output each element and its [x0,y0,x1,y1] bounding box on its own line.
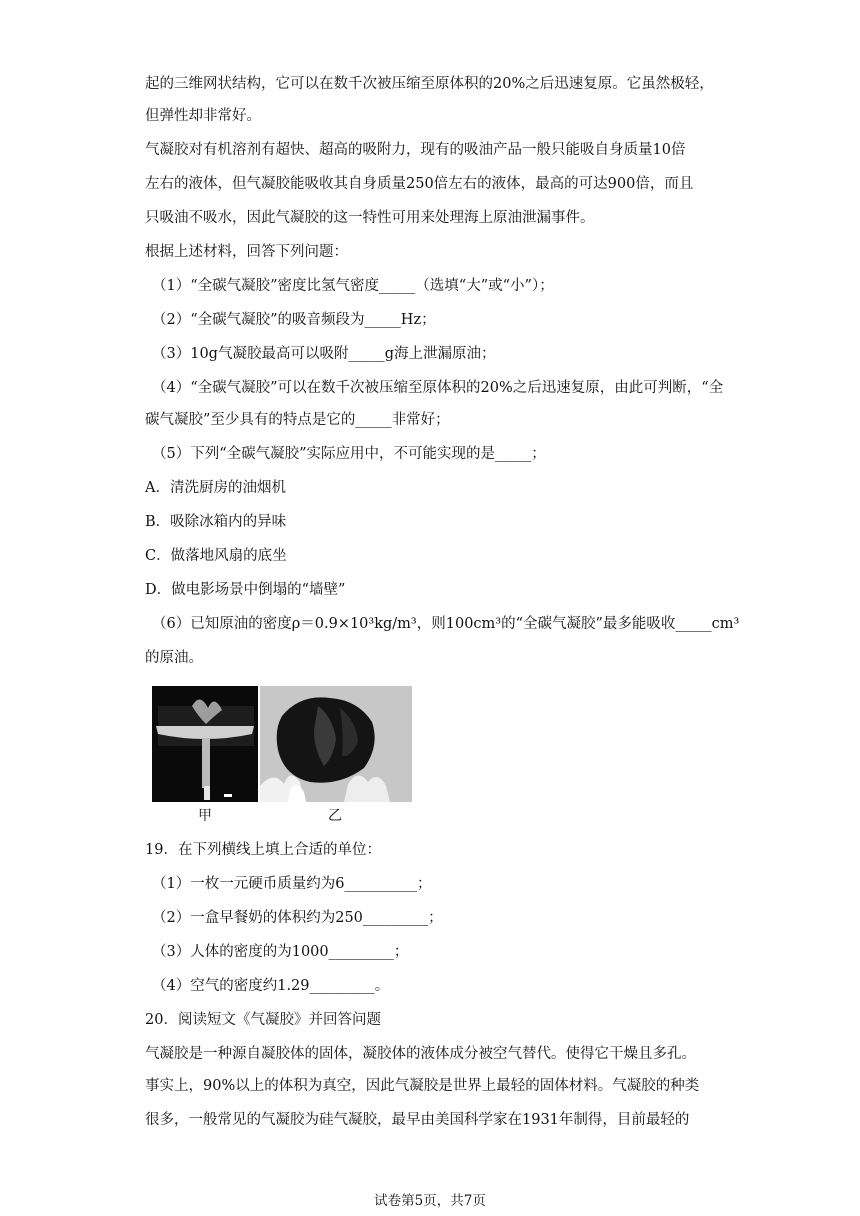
paragraph-line: 只吸油不吸水，因此气凝胶的这一特性可用来处理海上原油泄漏事件。 [145,210,595,226]
paragraph-line: 左右的液体，但气凝胶能吸收其自身质量250倍左右的液体，最高的可达900倍，而且 [145,176,694,192]
paragraph-line: 气凝胶是一种源自凝胶体的固体，凝胶体的液体成分被空气替代。使得它干燥且多孔。 [145,1046,696,1062]
paragraph-line: 事实上，90%以上的体积为真空，因此气凝胶是世界上最轻的固体材料。气凝胶的种类 [145,1078,700,1094]
q19-sub-4: （4）空气的密度约1.29_________。 [152,978,390,994]
question-20-title: 20．阅读短文《气凝胶》并回答问题 [145,1012,381,1028]
sub-question-1: （1）“全碳气凝胶”密度比氢气密度_____（选填“大”或“小”）； [152,278,554,294]
sub-question-6-cont: 的原油。 [145,650,203,666]
q19-sub-2: （2）一盒早餐奶的体积约为250_________； [152,910,443,926]
option-a: A．清洗厨房的油烟机 [145,480,286,496]
sub-question-5: （5）下列“全碳气凝胶”实际应用中，不可能实现的是_____； [152,446,546,462]
option-b: B．吸除冰箱内的异味 [145,514,287,530]
sub-question-3: （3）10g气凝胶最高可以吸附_____g海上泄漏原油； [152,346,496,362]
sub-question-2: （2）“全碳气凝胶”的吸音频段为_____Hz； [152,312,436,328]
paragraph-line: 气凝胶对有机溶剂有超快、超高的吸附力，现有的吸油产品一般只能吸自身质量10倍 [145,142,686,158]
aerogel-figure [152,686,422,826]
q19-sub-3: （3）人体的密度的为1000_________； [152,944,409,960]
paragraph-line: 很多，一般常见的气凝胶为硅气凝胶，最早由美国科学家在1931年制得，目前最轻的 [145,1112,690,1128]
paragraph-line: 起的三维网状结构，它可以在数千次被压缩至原体积的20%之后迅速复原。它虽然极轻， [145,76,714,92]
page-footer: 试卷第5页，共7页 [374,1193,486,1209]
aerogel-on-flower-photo [152,686,258,802]
aerogel-on-grass-photo [260,686,412,802]
figure-caption-a: 甲 [198,808,212,824]
paragraph-line: 但弹性却非常好。 [145,108,261,124]
sub-question-4: （4）“全碳气凝胶”可以在数千次被压缩至原体积的20%之后迅速复原，由此可判断，“全 [152,380,724,396]
sub-question-4-cont: 碳气凝胶”至少具有的特点是它的_____非常好； [145,412,450,428]
figure-caption-b: 乙 [328,808,342,824]
option-d: D．做电影场景中倒塌的“墙壁” [145,582,346,598]
q19-sub-1: （1）一枚一元硬币质量约为6__________； [152,876,432,892]
question-19-title: 19．在下列横线上填上合适的单位： [145,842,381,858]
option-c: C．做落地风扇的底坐 [145,548,287,564]
sub-question-6: （6）已知原油的密度ρ＝0.9×10³kg/m³，则100cm³的“全碳气凝胶”最多能吸收_____cm³ [152,616,740,632]
question-intro: 根据上述材料，回答下列问题： [145,244,348,260]
